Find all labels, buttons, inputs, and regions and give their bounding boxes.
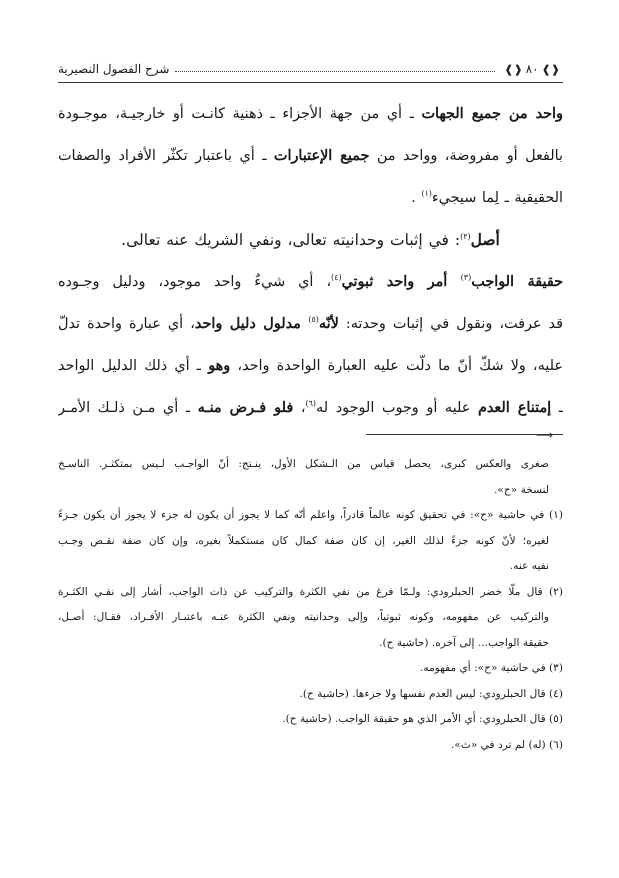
footnote-2-line-1: (٢) قال ملّا خضر الحبلرودي: ولـمّا فرغ من نفي الكثرة والتركيب عن ذات الواجب، أشار إلى نفـي الكثـرة [58,585,563,598]
body-line-7: عليه، ولا شكّ أنّ ما دلّت عليه العبارة الواحدة واحد، وهو ـ أي ذلك الدليل الواحد [58,357,563,374]
page-number-block [501,62,563,76]
footnote-separator [366,434,563,435]
footnote-continued-line-1: صغرى والعكس كبرى، يحصل قياس من الـشكل الأول، ينـتج: أنّ الواجـب لـيس بمتكثـر. الناسـخ [58,458,549,470]
book-title: شرح الفصول النصيرية [58,62,170,76]
footnote-1-line-2: لغيره؛ لأنّ كونه جزءً لذلك الغير، إن كان صفة كمال كان مستكملاً بغيره، وإن كان صفة نقـص وجـب [58,534,549,547]
footnotes [58,452,563,758]
main-text [58,93,563,429]
footnote-continued-line-2: لنسخة «ح». [494,483,549,496]
footnote-ref-5[interactable]: (٥) [308,315,319,325]
footnote-2-line-2: والتركيب عن مفهومه، وكونه ثبوتياً، وإلى وحدانيته ونفي الكثرة عنـه باعتبـار الأفـراد، فقـال: أصـل، [58,611,549,623]
footnote-ref-6[interactable]: (٦) [305,399,317,409]
footnote-3: (٣) في حاشية «ح»: أي مفهومه. [420,662,563,674]
header-dot-leader [175,71,495,72]
footnote-ref-1[interactable]: (١) [421,189,432,199]
page-number: ٨٠ [525,62,539,76]
ornament-right: ❰❱ [541,62,560,76]
body-line-6: قد عرفت، ونقول في إثبات وحدته: لأنّه$^{(٥)}$ مدلول دليل واحد، أي عبارة واحدة تدلّ [58,315,563,332]
continuation-arrow-icon: ⟶ [536,428,554,442]
footnote-1-line-3: نفيه عنه. [509,560,549,572]
footnote-2-line-3: حقيقة الواجب... إلى آخره. (حاشية ح). [379,636,549,649]
footnote-4: (٤) قال الحبلرودي: ليس العدم نفسها ولا جزءها. (حاشية ح). [299,687,563,700]
body-line-5: حقيقة الواجب$^{(٣)}$ أمر واحد ثبوتي$^{(٤)}$، أي شيءٌ واحد موجود، ودليل وجـوده [58,273,563,290]
running-header [58,58,563,80]
footnote-ref-4[interactable]: (٤) [331,273,342,283]
footnote-6: (٦) (له) لم ترد في «ث». [451,738,563,751]
body-line-8: ـ إمتناع العدم عليه أو وجوب الوجود له$^{(٦)}$، فلو فـرض منـه ـ أي مـن ذلـك الأمـر [58,399,563,416]
footnote-ref-2[interactable]: (٢) [460,231,471,241]
footnote-1-line-1: (١) في حاشية «ح»: في تحقيق كونه عالماً قادراً، واعلم أنّه كما لا يجوز أن يكون له جزء لا يجوز أن يكون جـزءً [58,509,563,521]
body-line-1: واحد من جميع الجهات ـ أي من جهة الأجزاء ـ ذهنية كانـت أو خارجيـة، موجـودة [58,105,563,122]
footnote-ref-3[interactable]: (٣) [460,273,472,283]
ornament-left: ❰❱ [504,62,523,76]
footnote-5: (٥) قال الحبلرودي: أي الأمر الذي هو حقيقة الواجب. (حاشية ح). [282,713,563,725]
body-line-2: بالفعل أو مفروضة، وواحد من جميع الإعتبارات ـ أي باعتبار تكثّر الأفراد والصفات [58,147,563,164]
body-line-3: الحقيقية ـ لِما سيجيء$^{(١)}$ . [411,189,563,206]
header-rule [58,82,563,83]
section-heading: أصل$^{(٢)}$: في إثبات وحدانيته تعالى، ونفي الشريك عنه تعالى. [121,230,500,249]
